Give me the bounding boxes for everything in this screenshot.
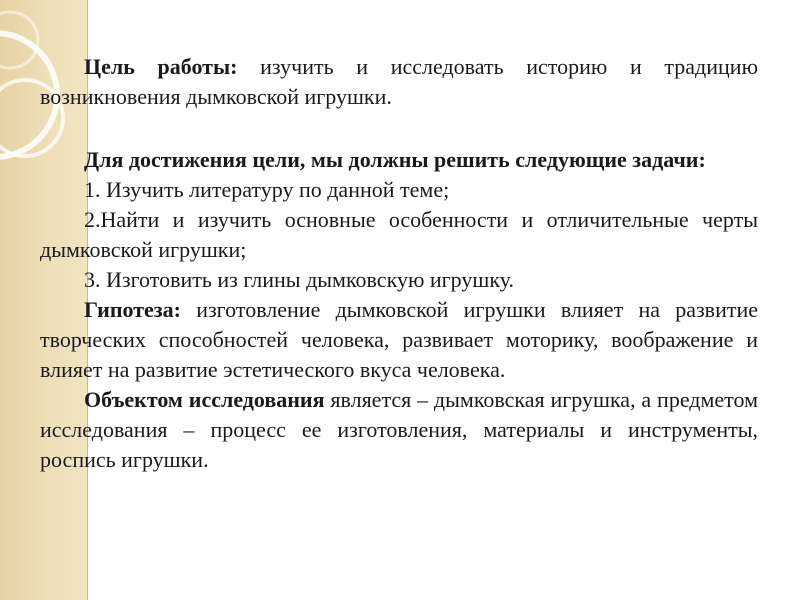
task-item-2: 2.Найти и изучить основные особенности и отличительные черты дымковской игрушки; (40, 207, 758, 262)
slide-body (40, 52, 758, 475)
object-text: является – дымковская игрушка, а предметом исследования – процесс ее изготовления, материалы и инструменты, роспись игрушки. (40, 387, 758, 472)
spacer (40, 112, 758, 145)
hypothesis-text: изготовление дымковской игрушки влияет на развитие творческих способностей человека, развивает моторику, воображение и влияет на развитие эстетического вкуса человека. (40, 297, 758, 382)
goal-label: Цель работы: (84, 54, 238, 79)
task-item-1: 1. Изучить литературу по данной теме; (84, 177, 450, 202)
goal-paragraph (40, 52, 758, 112)
tasks-intro-text: Для достижения цели, мы должны решить следующие задачи: (84, 147, 706, 172)
object-label: Объектом исследования (84, 387, 325, 412)
object-paragraph (40, 385, 758, 475)
task-item-3: 3. Изготовить из глины дымковскую игрушку. (84, 267, 514, 292)
hypothesis-label: Гипотеза: (84, 297, 181, 322)
goal-text: изучить и исследовать историю и традицию возникновения дымковской игрушки. (40, 54, 759, 109)
tasks-intro (40, 145, 758, 175)
hypothesis-paragraph (40, 295, 758, 385)
